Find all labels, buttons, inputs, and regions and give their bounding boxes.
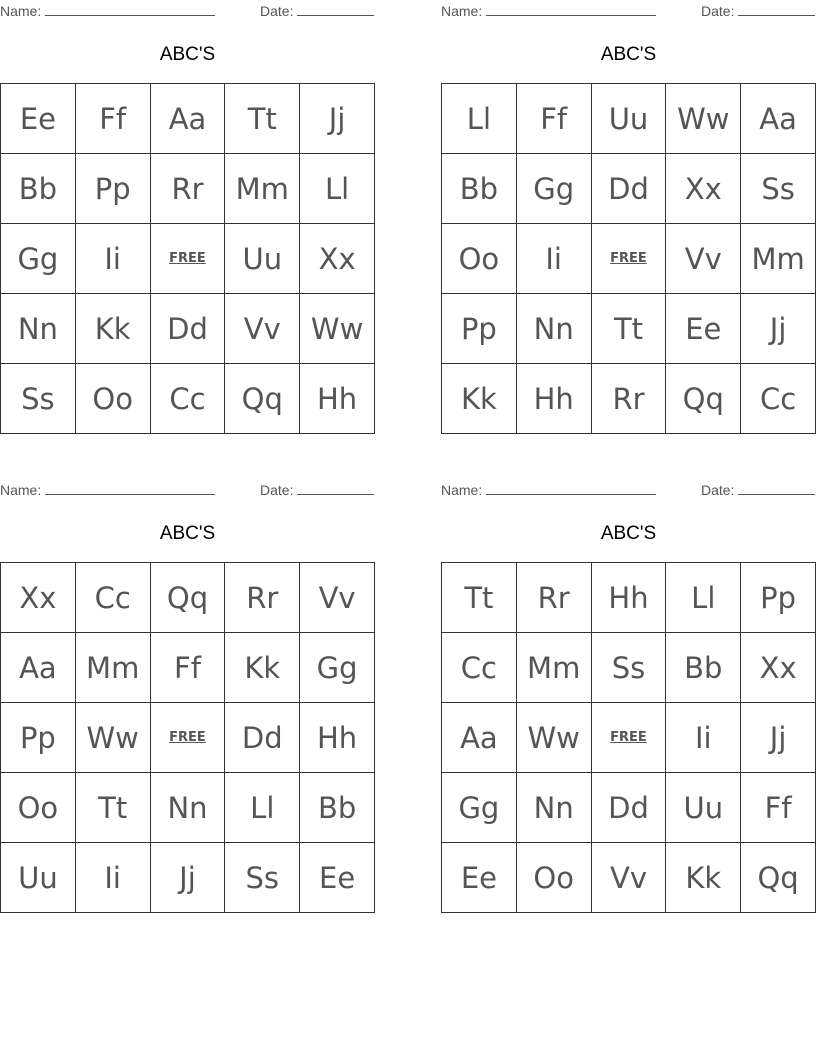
bingo-cell: Ii xyxy=(517,224,592,294)
bingo-cell: Oo xyxy=(1,773,76,843)
bingo-cell: Ss xyxy=(1,364,76,434)
bingo-cell: Ee xyxy=(666,294,741,364)
bingo-cell: Gg xyxy=(442,773,517,843)
bingo-cell: Gg xyxy=(517,154,592,224)
bingo-cell: Cc xyxy=(741,364,816,434)
name-label: Name: xyxy=(441,3,483,19)
bingo-cell: Ss xyxy=(592,633,667,703)
bingo-cell: Mm xyxy=(741,224,816,294)
date-label: Date: xyxy=(260,3,294,19)
bingo-grid xyxy=(441,83,816,434)
bingo-cell: Oo xyxy=(442,224,517,294)
bingo-cell: Rr xyxy=(151,154,226,224)
bingo-cell: Bb xyxy=(442,154,517,224)
bingo-cell: Jj xyxy=(741,294,816,364)
bingo-card-4 xyxy=(441,479,816,895)
bingo-cell: Ii xyxy=(76,224,151,294)
name-label: Name: xyxy=(0,482,42,498)
bingo-cell: Vv xyxy=(225,294,300,364)
bingo-cell: Uu xyxy=(1,843,76,913)
bingo-cell: Ll xyxy=(300,154,375,224)
name-line xyxy=(486,3,656,16)
date-line xyxy=(297,482,374,495)
bingo-grid xyxy=(0,83,375,434)
bingo-cell: Mm xyxy=(517,633,592,703)
free-space-cell: FREE xyxy=(151,224,226,294)
bingo-grid xyxy=(441,562,816,913)
bingo-cell: Ee xyxy=(1,84,76,154)
card-header xyxy=(441,479,816,501)
bingo-cell: Pp xyxy=(442,294,517,364)
bingo-cell: Tt xyxy=(225,84,300,154)
bingo-cell: Dd xyxy=(592,154,667,224)
bingo-cell: Ff xyxy=(151,633,226,703)
date-field xyxy=(701,3,815,19)
bingo-grid xyxy=(0,562,375,913)
bingo-card-2 xyxy=(441,0,816,416)
bingo-cell: Ll xyxy=(225,773,300,843)
bingo-cell: Vv xyxy=(666,224,741,294)
bingo-cell: Xx xyxy=(741,633,816,703)
bingo-cell: Bb xyxy=(666,633,741,703)
bingo-cell: Oo xyxy=(517,843,592,913)
bingo-cell: Ww xyxy=(76,703,151,773)
card-header xyxy=(441,0,816,22)
bingo-cell: Hh xyxy=(300,364,375,434)
bingo-cell: Qq xyxy=(225,364,300,434)
bingo-cell: Nn xyxy=(517,773,592,843)
card-title: ABC'S xyxy=(600,523,657,544)
date-label: Date: xyxy=(701,482,735,498)
bingo-cell: Qq xyxy=(741,843,816,913)
bingo-cell: Hh xyxy=(517,364,592,434)
bingo-cell: Vv xyxy=(592,843,667,913)
bingo-cell: Ii xyxy=(666,703,741,773)
bingo-cell: Ee xyxy=(300,843,375,913)
bingo-cell: Aa xyxy=(151,84,226,154)
bingo-cell: Kk xyxy=(225,633,300,703)
bingo-cell: Kk xyxy=(76,294,151,364)
name-label: Name: xyxy=(0,3,42,19)
bingo-cell: Ss xyxy=(741,154,816,224)
bingo-card-3 xyxy=(0,479,375,895)
bingo-cell: Pp xyxy=(1,703,76,773)
name-line xyxy=(45,482,215,495)
bingo-cell: Dd xyxy=(151,294,226,364)
bingo-cell: Qq xyxy=(151,563,226,633)
bingo-cell: Ww xyxy=(300,294,375,364)
bingo-cell: Uu xyxy=(225,224,300,294)
bingo-cell: Uu xyxy=(666,773,741,843)
bingo-cell: Aa xyxy=(1,633,76,703)
bingo-cell: Pp xyxy=(741,563,816,633)
bingo-cell: Hh xyxy=(300,703,375,773)
bingo-cell: Mm xyxy=(76,633,151,703)
bingo-cell: Pp xyxy=(76,154,151,224)
bingo-cell: Kk xyxy=(666,843,741,913)
bingo-cell: Ll xyxy=(442,84,517,154)
bingo-cell: Cc xyxy=(442,633,517,703)
date-label: Date: xyxy=(260,482,294,498)
date-line xyxy=(297,3,374,16)
bingo-cell: Tt xyxy=(592,294,667,364)
bingo-cell: Vv xyxy=(300,563,375,633)
card-header xyxy=(0,0,375,22)
bingo-cell: Dd xyxy=(592,773,667,843)
bingo-cell: Gg xyxy=(1,224,76,294)
date-field xyxy=(260,3,374,19)
bingo-cell: Gg xyxy=(300,633,375,703)
bingo-cell: Kk xyxy=(442,364,517,434)
card-title: ABC'S xyxy=(159,44,216,65)
bingo-cell: Cc xyxy=(151,364,226,434)
bingo-cell: Rr xyxy=(592,364,667,434)
bingo-cell: Nn xyxy=(517,294,592,364)
bingo-cell: Ee xyxy=(442,843,517,913)
card-title: ABC'S xyxy=(159,523,216,544)
card-header xyxy=(0,479,375,501)
bingo-cell: Ll xyxy=(666,563,741,633)
bingo-cell: Ww xyxy=(517,703,592,773)
bingo-cell: Mm xyxy=(225,154,300,224)
bingo-cell: Qq xyxy=(666,364,741,434)
bingo-cell: Ff xyxy=(741,773,816,843)
bingo-cell: Hh xyxy=(592,563,667,633)
bingo-cell: Xx xyxy=(300,224,375,294)
name-line xyxy=(45,3,215,16)
bingo-cell: Oo xyxy=(76,364,151,434)
bingo-cell: Uu xyxy=(592,84,667,154)
bingo-cell: Jj xyxy=(741,703,816,773)
date-field xyxy=(701,482,815,498)
date-line xyxy=(738,482,815,495)
bingo-cell: Ii xyxy=(76,843,151,913)
bingo-cell: Xx xyxy=(666,154,741,224)
bingo-cell: Aa xyxy=(442,703,517,773)
bingo-cell: Xx xyxy=(1,563,76,633)
bingo-cell: Tt xyxy=(442,563,517,633)
free-space-cell: FREE xyxy=(151,703,226,773)
bingo-cell: Dd xyxy=(225,703,300,773)
bingo-cell: Cc xyxy=(76,563,151,633)
date-line xyxy=(738,3,815,16)
date-label: Date: xyxy=(701,3,735,19)
bingo-cell: Tt xyxy=(76,773,151,843)
card-title: ABC'S xyxy=(600,44,657,65)
bingo-cell: Ff xyxy=(517,84,592,154)
bingo-cell: Ww xyxy=(666,84,741,154)
bingo-cell: Ss xyxy=(225,843,300,913)
name-field xyxy=(0,3,215,19)
name-label: Name: xyxy=(441,482,483,498)
bingo-cell: Jj xyxy=(151,843,226,913)
bingo-cell: Rr xyxy=(225,563,300,633)
bingo-cell: Nn xyxy=(1,294,76,364)
bingo-cell: Bb xyxy=(300,773,375,843)
free-space-cell: FREE xyxy=(592,224,667,294)
name-field xyxy=(441,3,656,19)
bingo-cell: Bb xyxy=(1,154,76,224)
bingo-card-1 xyxy=(0,0,375,416)
bingo-cell: Ff xyxy=(76,84,151,154)
free-space-cell: FREE xyxy=(592,703,667,773)
name-line xyxy=(486,482,656,495)
name-field xyxy=(441,482,656,498)
date-field xyxy=(260,482,374,498)
bingo-cell: Aa xyxy=(741,84,816,154)
bingo-cell: Nn xyxy=(151,773,226,843)
bingo-cell: Jj xyxy=(300,84,375,154)
name-field xyxy=(0,482,215,498)
bingo-cell: Rr xyxy=(517,563,592,633)
